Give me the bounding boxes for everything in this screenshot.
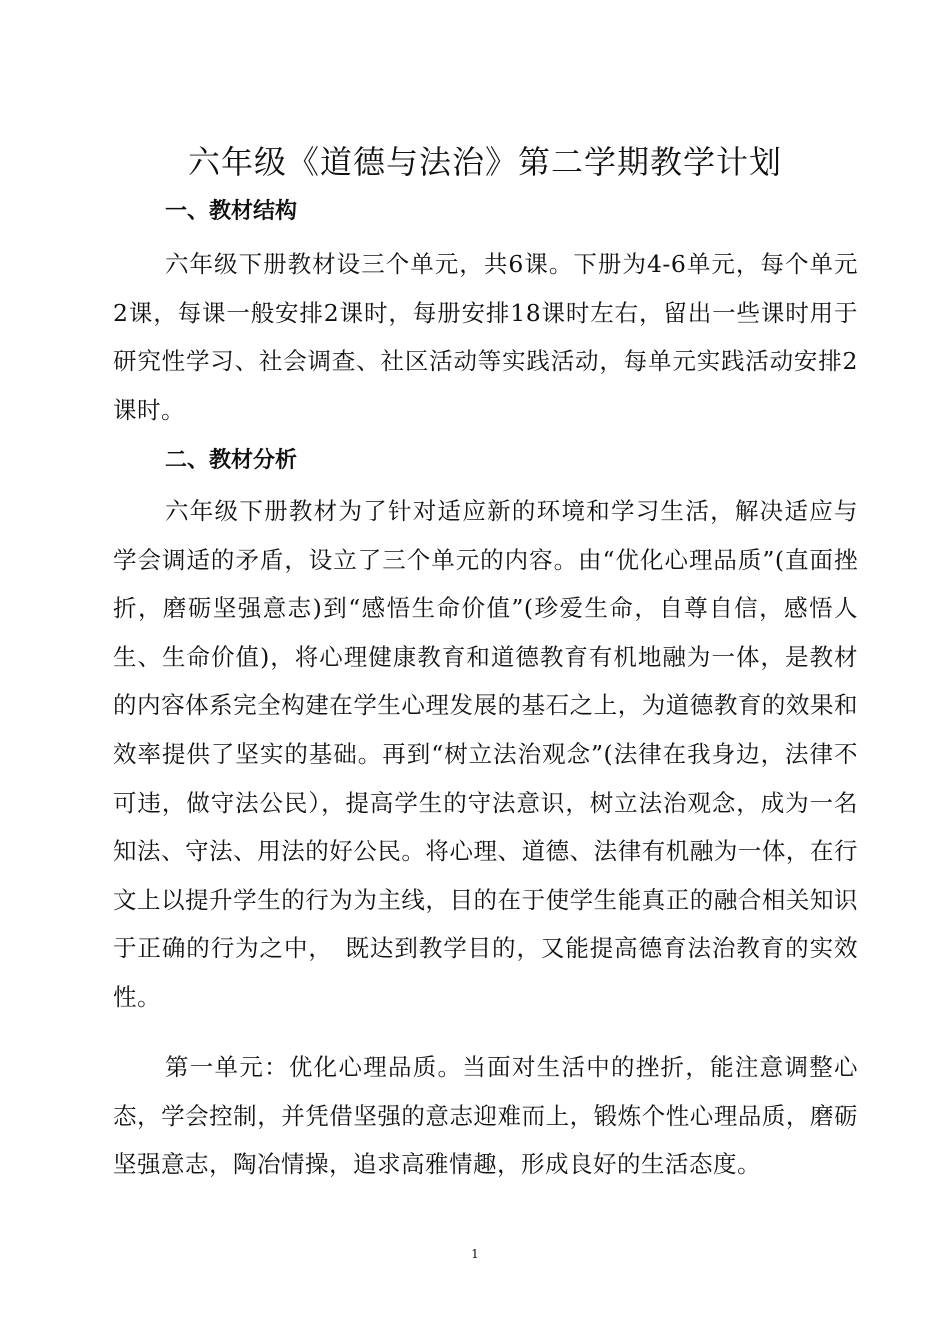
section-heading-structure: 一、教材结构	[165, 199, 298, 224]
paragraph-unit-one: 第一单元：优化心理品质。当面对生活中的挫折，能注意调整心态，学会控制，并凭借坚强的意志迎难而上，锻炼个性心理品质，磨砺坚强意志，陶冶情操，追求高雅情趣，形成良好的生活态度。	[113, 1053, 858, 1179]
paragraph-analysis: 六年级下册教材为了针对适应新的环境和学习生活，解决适应与学会调适的矛盾，设立了三个单元的内容。由“优化心理品质”(直面挫折，磨砺坚强意志)到“感悟生命价值”(珍爱生命，自尊自信，感悟人生、生命价值)，将心理健康教育和道德教育有机地融为一体，是教材的内容体系完全构建在学生心理发展的基石之上，为道德教育的效果和效率提供了坚实的基础。再到“树立法治观念”(法律在我身边，法律不可违，做守法公民），提高学生的守法意识，树立法治观念，成为一名知法、守法、用法的好公民。将心理、道德、法律有机融为一体，在行文上以提升学生的行为为主线，目的在于使学生能真正的融合相关知识于正确的行为之中， 既达到教学目的，又能提高德育法治教育的实效性。	[113, 497, 858, 1011]
paragraph-structure: 六年级下册教材设三个单元，共6课。下册为4-6单元，每个单元2课，每课一般安排2课时，每册安排18课时左右，留出一些课时用于研究性学习、社会调查、社区活动等实践活动，每单元实践活动安排2课时。	[113, 250, 858, 424]
page-number: 1	[471, 1247, 479, 1261]
section-heading-analysis: 二、教材分析	[165, 448, 298, 473]
document-title: 六年级《道德与法治》第二学期教学计划	[187, 143, 782, 181]
